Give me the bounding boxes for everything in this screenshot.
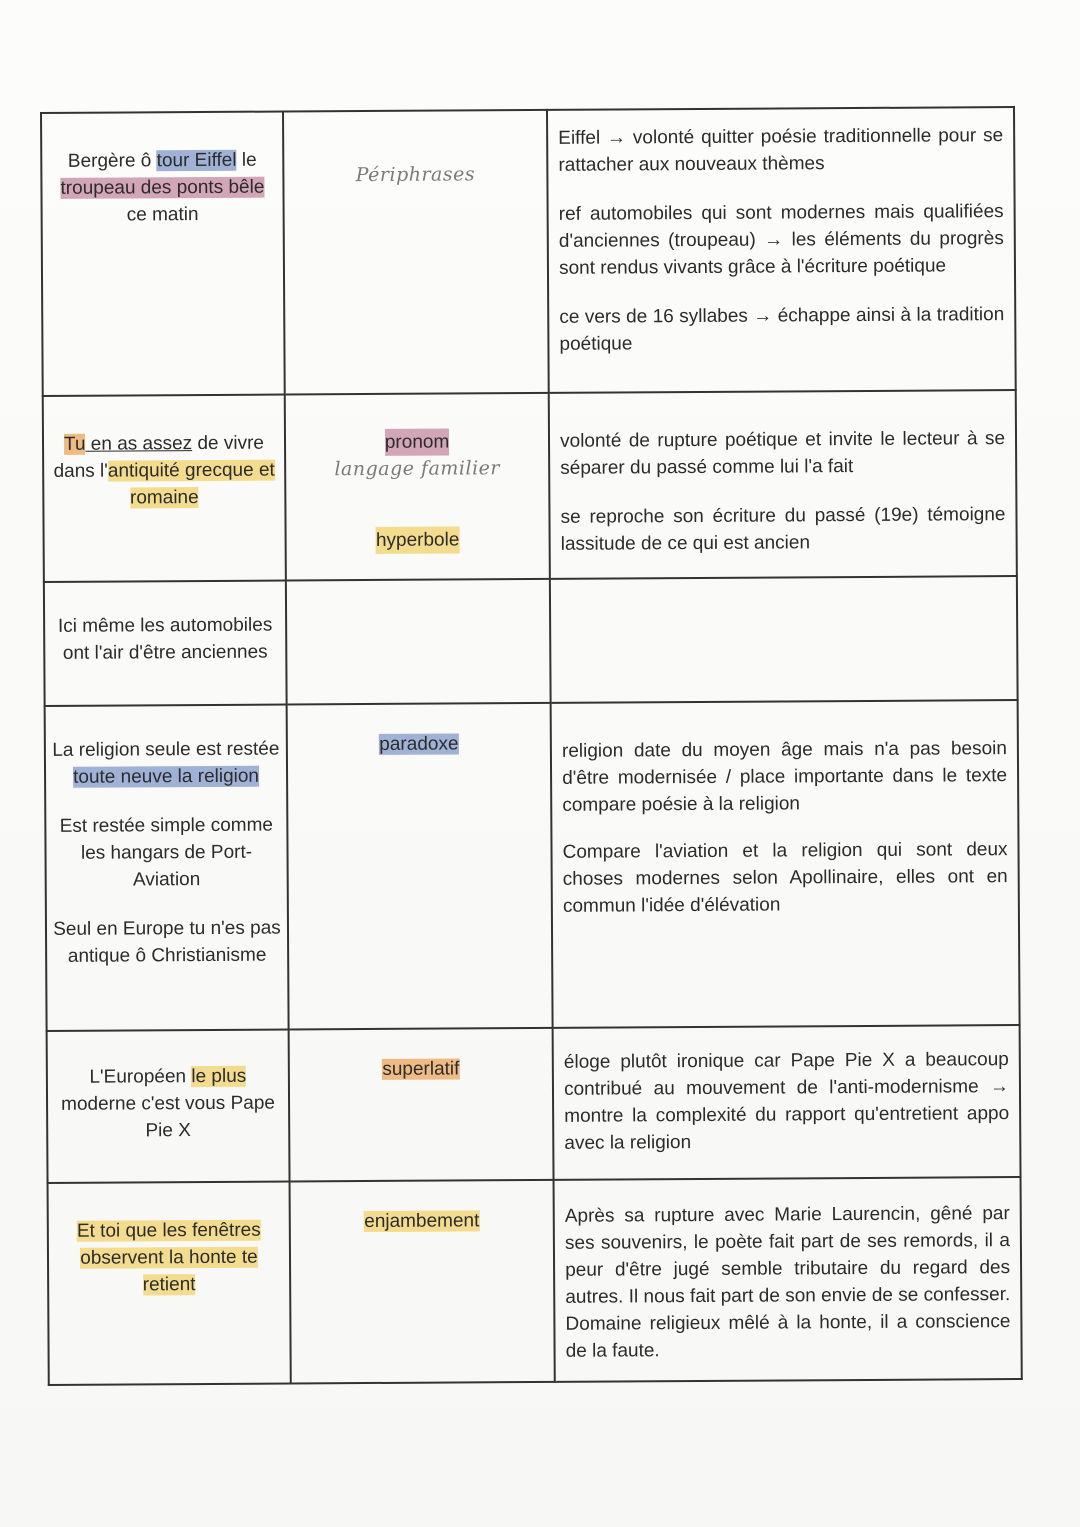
- quote-text: ce matin: [126, 204, 199, 226]
- handwritten-note: langage familier: [334, 457, 501, 481]
- highlight-orange: Tu: [63, 433, 86, 455]
- analysis-paragraph: se reproche son écriture du passé (19e) témoigne lassitude de ce qui est ancien: [560, 504, 1006, 555]
- figure-cell: [287, 703, 553, 1030]
- analysis-cell: [547, 107, 1016, 393]
- analysis-paragraph: volonté de rupture poétique et invite le lecteur à se séparer du passé comme lui l'a fait: [560, 428, 1006, 479]
- highlight-yellow: le plus: [191, 1065, 247, 1088]
- table-row: [45, 700, 1020, 1031]
- quote-text: La religion seule est restée: [52, 738, 280, 761]
- highlight-pink: troupeau des ponts bêle: [60, 176, 265, 199]
- quote-text: de vivre dans l': [53, 432, 265, 482]
- figure-cell: [286, 579, 551, 705]
- quote-text: Est restée simple comme les hangars de Port-Aviation: [59, 814, 274, 891]
- table-row: [44, 576, 1018, 706]
- analysis-paragraph: ref automobiles qui sont modernes mais qualifiées d'anciennes (troupeau) → les éléments du progrès sont rendus vivants grâce à l'écriture poétique: [558, 201, 1004, 279]
- quote-cell: [44, 581, 287, 706]
- figure-label: hyperbole: [376, 526, 460, 554]
- quote-text: moderne c'est vous Pape Pie X: [61, 1092, 275, 1142]
- table-row: [47, 1025, 1021, 1183]
- quote-cell: [47, 1029, 290, 1182]
- quote-cell: [43, 395, 286, 582]
- figure-cell: [283, 110, 549, 395]
- quote-cell: [41, 112, 285, 396]
- figure-cell: [285, 393, 550, 581]
- table-row: [48, 1177, 1022, 1385]
- analysis-cell: [550, 576, 1018, 703]
- analysis-paragraph: éloge plutôt ironique car Pape Pie X a beaucoup contribué au mouvement de l'anti-modernisme → montre la complexité du rapport qu'entretient appo avec la religion: [563, 1049, 1010, 1154]
- figure-label: enjambement: [364, 1210, 480, 1233]
- underlined-text: en as assez: [85, 433, 193, 455]
- table-row: [43, 390, 1017, 582]
- quote-text: L'Européen: [89, 1066, 192, 1088]
- figure-label: paradoxe: [379, 733, 459, 755]
- handwritten-note: Périphrases: [355, 163, 476, 187]
- analysis-paragraph: ce vers de 16 syllabes → échappe ainsi à la tradition poétique: [559, 304, 1005, 355]
- analysis-table: [40, 106, 1023, 1386]
- highlight-yellow: Et toi que les fenêtres observent la honte te retient: [76, 1219, 261, 1296]
- highlight-blue: tour Eiffel: [156, 149, 237, 172]
- table-row: [41, 107, 1016, 396]
- figure-label: superlatif: [382, 1058, 460, 1080]
- analysis-cell: [553, 1025, 1021, 1180]
- figure-cell: [289, 1028, 554, 1182]
- quote-text: Ici même les automobiles ont l'air d'être anciennes: [57, 614, 273, 664]
- analysis-cell: [551, 700, 1020, 1028]
- figure-label: pronom: [385, 429, 450, 456]
- highlight-blue: toute neuve la religion: [73, 765, 260, 788]
- analysis-cell: [549, 390, 1017, 579]
- analysis-paragraph: Eiffel → volonté quitter poésie traditionnelle pour se rattacher aux nouveaux thèmes: [558, 125, 1004, 176]
- figure-cell: [289, 1180, 554, 1384]
- highlight-yellow: antiquité grecque et romaine: [107, 459, 275, 509]
- quote-cell: [48, 1181, 291, 1384]
- quote-text: le: [236, 149, 257, 171]
- quote-cell: [45, 705, 289, 1031]
- quote-text: Bergère ô: [67, 150, 157, 172]
- analysis-paragraph: religion date du moyen âge mais n'a pas besoin d'être modernisée / place importante dans le texte compare poésie à la religion: [561, 738, 1008, 816]
- analysis-paragraph: Après sa rupture avec Marie Laurencin, gêné par ses souvenirs, le poète fait part de ses remords, il a peur d'être jugé semble tributaire du regard des autres. Il nous fait part de son envie de se confesser. Domaine religieux mêlé à la honte, il a conscience de la faute.: [564, 1203, 1011, 1362]
- quote-text: Seul en Europe tu n'es pas antique ô Christianisme: [53, 917, 281, 967]
- analysis-paragraph: Compare l'aviation et la religion qui sont deux choses modernes selon Apollinaire, elles ont en commun l'idée d'élévation: [562, 839, 1008, 917]
- analysis-cell: [554, 1177, 1022, 1382]
